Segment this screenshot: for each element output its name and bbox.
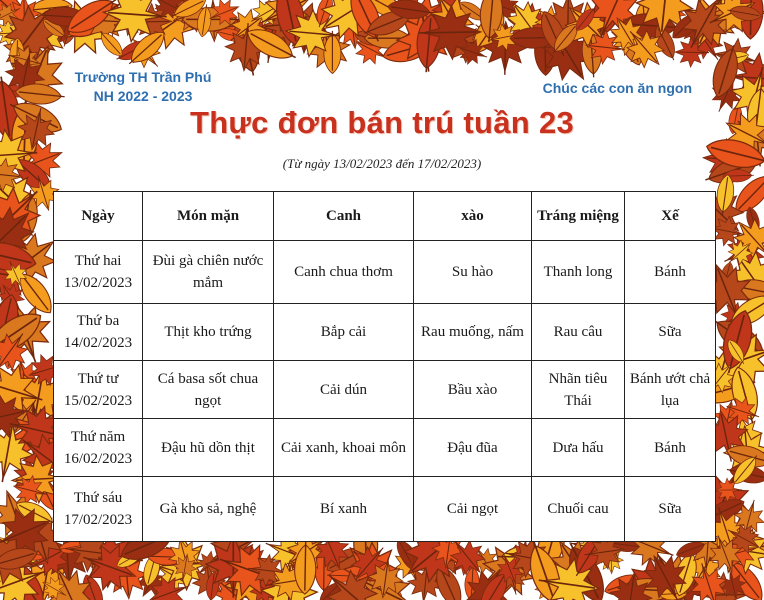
day-cell [54,241,143,304]
date-range: (Từ ngày 13/02/2023 đến 17/02/2023) [282,156,482,171]
school-year: NH 2022 - 2023 [93,88,193,104]
day-cell [54,304,143,361]
column-header-snack: Xế [625,192,716,241]
table-row [54,419,716,477]
menu-table [53,191,716,542]
table-row [54,241,716,304]
date: 17/02/2023 [63,512,133,528]
dessert-cell: Nhãn tiêu Thái [532,361,625,419]
column-header-soup: Canh [274,192,414,241]
column-header-day: Ngày [54,192,143,241]
stir-fry-cell: Rau muống, nấm [414,304,532,361]
snack-cell: Bánh ướt chả lụa [625,361,716,419]
soup-cell: Bắp cải [274,304,414,361]
soup-cell: Canh chua thơm [274,241,414,304]
page-title: Thực đơn bán trú tuần 23 [189,105,575,140]
table-row [54,304,716,361]
column-header-stir-fry: xào [414,192,532,241]
dessert-cell: Rau câu [532,304,625,361]
column-header-dessert: Tráng miệng [532,192,625,241]
dessert-cell: Thanh long [532,241,625,304]
snack-cell: Bánh [625,241,716,304]
main-dish-cell: Đậu hũ dồn thịt [143,419,274,477]
stir-fry-cell: Đậu đũa [414,419,532,477]
table-header-row [54,192,716,241]
soup-cell: Bí xanh [274,477,414,542]
soup-cell: Cải dún [274,361,414,419]
column-header-main-dish: Món mặn [143,192,274,241]
date: 14/02/2023 [63,335,133,351]
weekday: Thứ năm [70,428,126,445]
weekday: Thứ hai [74,253,122,269]
main-dish-cell: Gà kho sả, nghệ [143,477,274,542]
date: 16/02/2023 [63,450,133,467]
table-row [54,477,716,542]
dessert-cell: Chuối cau [532,477,625,542]
weekday: Thứ ba [76,313,120,329]
stir-fry-cell: Su hào [414,241,532,304]
date: 15/02/2023 [63,392,133,409]
school-info [68,68,218,106]
day-cell [54,477,143,542]
table-row [54,361,716,419]
weekday: Thứ sáu [73,490,123,506]
greeting-text: Chúc các con ăn ngon [542,80,692,96]
school-name: Trường TH Trần Phú [74,69,212,85]
main-dish-cell: Thịt kho trứng [143,304,274,361]
dessert-cell: Dưa hấu [532,419,625,477]
stir-fry-cell: Cải ngọt [414,477,532,542]
date: 13/02/2023 [63,275,133,291]
day-cell [54,419,143,477]
weekday: Thứ tư [77,370,119,387]
snack-cell: Bánh [625,419,716,477]
main-dish-cell: Cá basa sốt chua ngọt [143,361,274,419]
snack-cell: Sữa [625,304,716,361]
day-cell [54,361,143,419]
snack-cell: Sữa [625,477,716,542]
soup-cell: Cải xanh, khoai môn [274,419,414,477]
stir-fry-cell: Bầu xào [414,361,532,419]
main-dish-cell: Đùi gà chiên nước mắm [143,241,274,304]
